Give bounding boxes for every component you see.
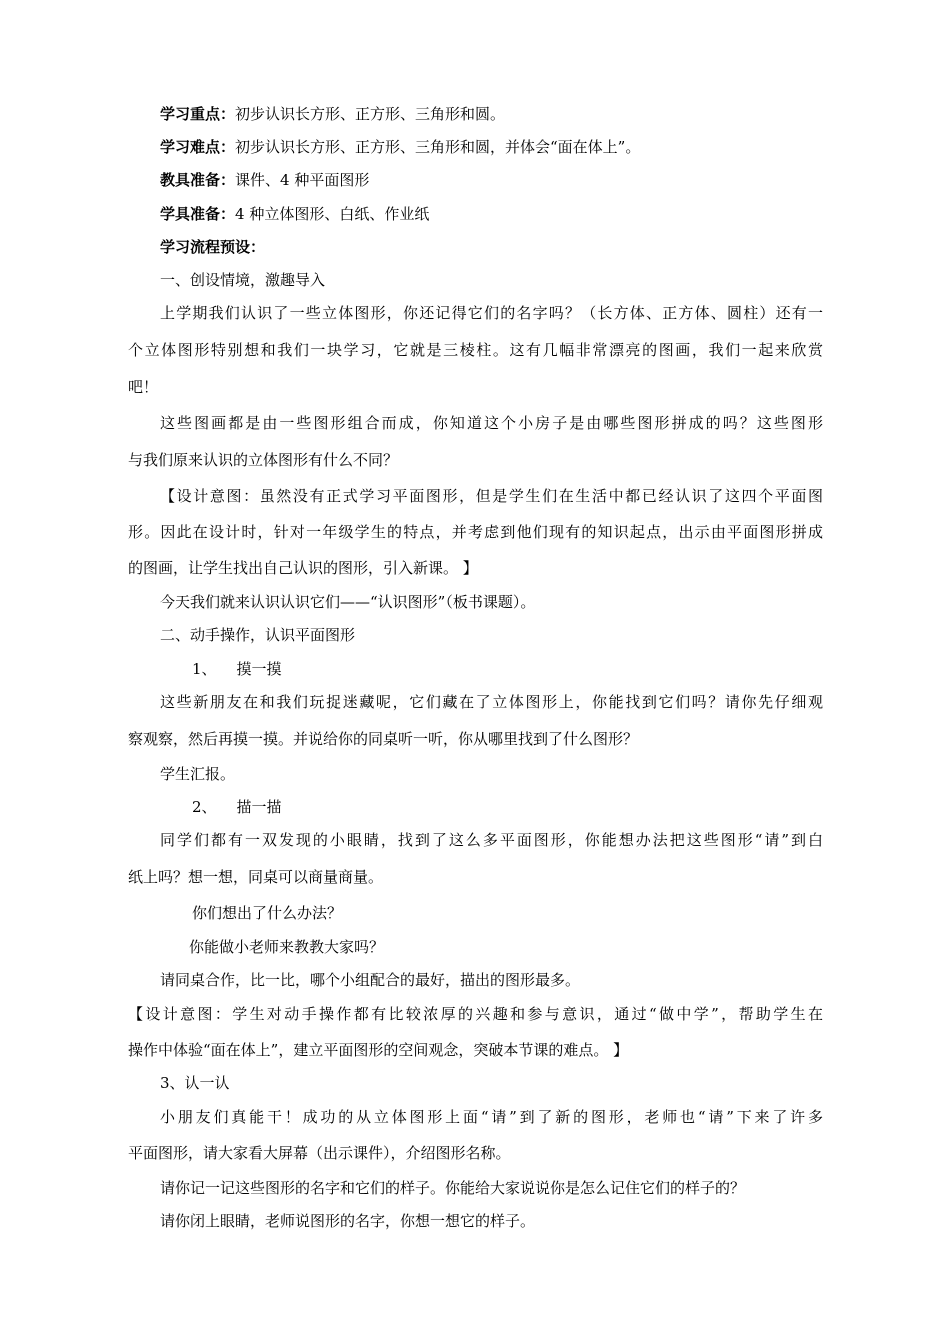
step1-title: 摸一摸 (236, 660, 282, 678)
student-prep-text: 4 种立体图形、白纸、作业纸 (235, 205, 430, 223)
teacher-prep-line (160, 170, 369, 190)
step2-p-line1: 同学们都有一双发现的小眼睛，找到了这么多平面图形，你能想办法把这些图形“请”到白 (160, 831, 823, 849)
step3-p3: 请你闭上眼睛，老师说图形的名字，你想一想它的样子。 (160, 1212, 536, 1230)
step2-q1: 你们想出了什么办法？ (192, 904, 343, 922)
step1-p-line2: 察观察，然后再摸一摸。并说给你的同桌听一听，你从哪里找到了什么图形？ (128, 730, 639, 748)
section1-p2-line2: 与我们原来认识的立体图形有什么不同？ (128, 451, 399, 469)
step3-p2: 请你记一记这些图形的名字和它们的样子。你能给大家说说你是怎么记住它们的样子的？ (160, 1179, 746, 1197)
teacher-prep-label: 教具准备： (160, 171, 236, 189)
difficulty-text: 初步认识长方形、正方形、三角形和圆，并体会“面在体上”。 (235, 138, 641, 156)
section1-p1-line3: 吧！ (128, 378, 159, 396)
focus-text: 初步认识长方形、正方形、三角形和圆。 (235, 105, 506, 123)
section1-p2-line1: 这些图画都是由一些图形组合而成，你知道这个小房子是由哪些图形拼成的吗？这些图形 (160, 414, 823, 432)
teacher-prep-text: 课件、4 种平面图形 (235, 171, 370, 189)
step1-report: 学生汇报。 (160, 765, 236, 783)
step2-q2: 你能做小老师来教教大家吗？ (189, 938, 385, 956)
focus-line (160, 104, 505, 124)
section1-design-line3: 的图画，让学生找出自己认识的图形，引入新课。 】 (128, 559, 478, 577)
section1-p1-line1: 上学期我们认识了一些立体图形，你还记得它们的名字吗？（长方体、正方体、圆柱）还有一 (160, 304, 823, 322)
difficulty-line (160, 137, 640, 157)
section1-design-line1: 【设计意图：虽然没有正式学习平面图形，但是学生们在生活中都已经认识了这四个平面图 (160, 487, 823, 505)
flow-label: 学习流程预设： (160, 238, 266, 256)
section1-p3: 今天我们就来认识认识它们——“认识图形”（板书课题）。 (160, 593, 536, 611)
section1-p1-line2: 个立体图形特别想和我们一块学习，它就是三棱柱。这有几幅非常漂亮的图画，我们一起来欣赏 (128, 341, 823, 359)
section2-design-line2: 操作中体验“面在体上”，建立平面图形的空间观念，突破本节课的难点。 】 (128, 1041, 629, 1059)
step3-p-line1: 小朋友们真能干！成功的从立体图形上面“请”到了新的图形，老师也“请”下来了许多 (160, 1108, 823, 1126)
step2-title: 描一描 (236, 798, 282, 816)
focus-label: 学习重点： (160, 105, 236, 123)
step2-p-line2: 纸上吗？想一想，同桌可以商量商量。 (128, 868, 384, 886)
section1-heading: 一、创设情境，激趣导入 (160, 271, 326, 289)
step1-heading (192, 659, 282, 679)
step2-heading (192, 797, 282, 817)
step3-p-line2: 平面图形，请大家看大屏幕（出示课件），介绍图形名称。 (128, 1144, 511, 1162)
section2-design-line1: 【设计意图：学生对动手操作都有比较浓厚的兴趣和参与意识，通过“做中学”，帮助学生在 (128, 1005, 823, 1023)
step2-number: 2、 (192, 798, 217, 816)
step3-heading: 3、认一认 (160, 1074, 230, 1092)
step2-p2: 请同桌合作，比一比，哪个小组配合的最好，描出的图形最多。 (160, 971, 581, 989)
student-prep-line (160, 204, 429, 224)
step1-p-line1: 这些新朋友在和我们玩捉迷藏呢，它们藏在了立体图形上，你能找到它们吗？请你先仔细观 (160, 693, 823, 711)
section2-heading: 二、动手操作，认识平面图形 (160, 626, 356, 644)
step1-number: 1、 (192, 660, 217, 678)
section1-design-line2: 形。因此在设计时，针对一年级学生的特点，并考虑到他们现有的知识起点，出示由平面图形拼成 (128, 523, 823, 541)
difficulty-label: 学习难点： (160, 138, 236, 156)
student-prep-label: 学具准备： (160, 205, 236, 223)
